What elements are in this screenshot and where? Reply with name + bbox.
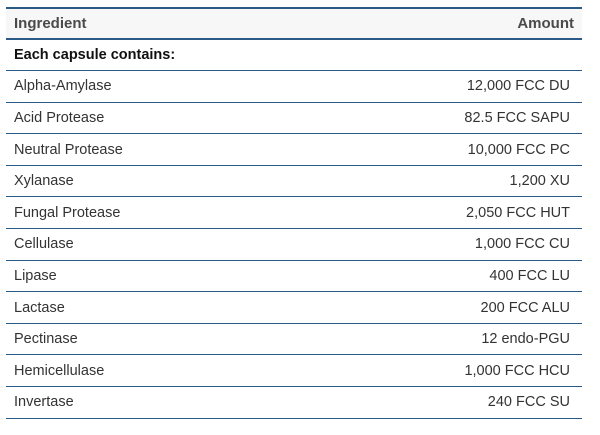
ingredient-table-container bbox=[6, 7, 582, 419]
ingredient-name: Neutral Protease bbox=[14, 141, 123, 158]
ingredient-amount: 12,000 FCC DU bbox=[466, 78, 570, 95]
ingredient-amount: 2,050 FCC HUT bbox=[466, 204, 570, 221]
ingredient-amount: 1,200 XU bbox=[509, 173, 570, 190]
ingredient-name: Acid Protease bbox=[14, 109, 105, 126]
section-row bbox=[6, 39, 582, 71]
table-header bbox=[6, 8, 582, 39]
table-row bbox=[6, 355, 582, 387]
ingredient-table bbox=[6, 7, 582, 419]
table-row bbox=[6, 102, 582, 134]
table-row bbox=[6, 71, 582, 103]
ingredient-name: Hemicellulase bbox=[14, 362, 105, 379]
column-header-ingredient: Ingredient bbox=[14, 15, 87, 32]
ingredient-name: Alpha-Amylase bbox=[14, 78, 112, 95]
ingredient-name: Invertase bbox=[14, 394, 74, 411]
ingredient-name: Fungal Protease bbox=[14, 204, 121, 221]
table-row bbox=[6, 323, 582, 355]
table-row bbox=[6, 229, 582, 261]
ingredient-amount: 200 FCC ALU bbox=[480, 299, 570, 316]
column-header-amount: Amount bbox=[517, 15, 574, 32]
table-row bbox=[6, 165, 582, 197]
ingredient-name: Cellulase bbox=[14, 236, 74, 253]
ingredient-name: Pectinase bbox=[14, 331, 78, 348]
ingredient-amount: 10,000 FCC PC bbox=[467, 141, 570, 158]
ingredient-name: Xylanase bbox=[14, 173, 74, 190]
section-label: Each capsule contains: bbox=[14, 47, 176, 64]
table-row bbox=[6, 197, 582, 229]
table-row bbox=[6, 292, 582, 324]
ingredient-amount: 1,000 FCC CU bbox=[474, 236, 570, 253]
table-row bbox=[6, 134, 582, 166]
ingredient-amount: 240 FCC SU bbox=[487, 394, 570, 411]
table-body bbox=[6, 39, 582, 418]
header-row bbox=[6, 8, 582, 39]
table-row bbox=[6, 387, 582, 419]
ingredient-name: Lipase bbox=[14, 267, 57, 284]
ingredient-amount: 12 endo-PGU bbox=[481, 331, 570, 348]
table-row bbox=[6, 260, 582, 292]
ingredient-amount: 82.5 FCC SAPU bbox=[464, 109, 570, 126]
ingredient-amount: 1,000 FCC HCU bbox=[464, 362, 570, 379]
ingredient-name: Lactase bbox=[14, 299, 65, 316]
ingredient-amount: 400 FCC LU bbox=[489, 267, 570, 284]
